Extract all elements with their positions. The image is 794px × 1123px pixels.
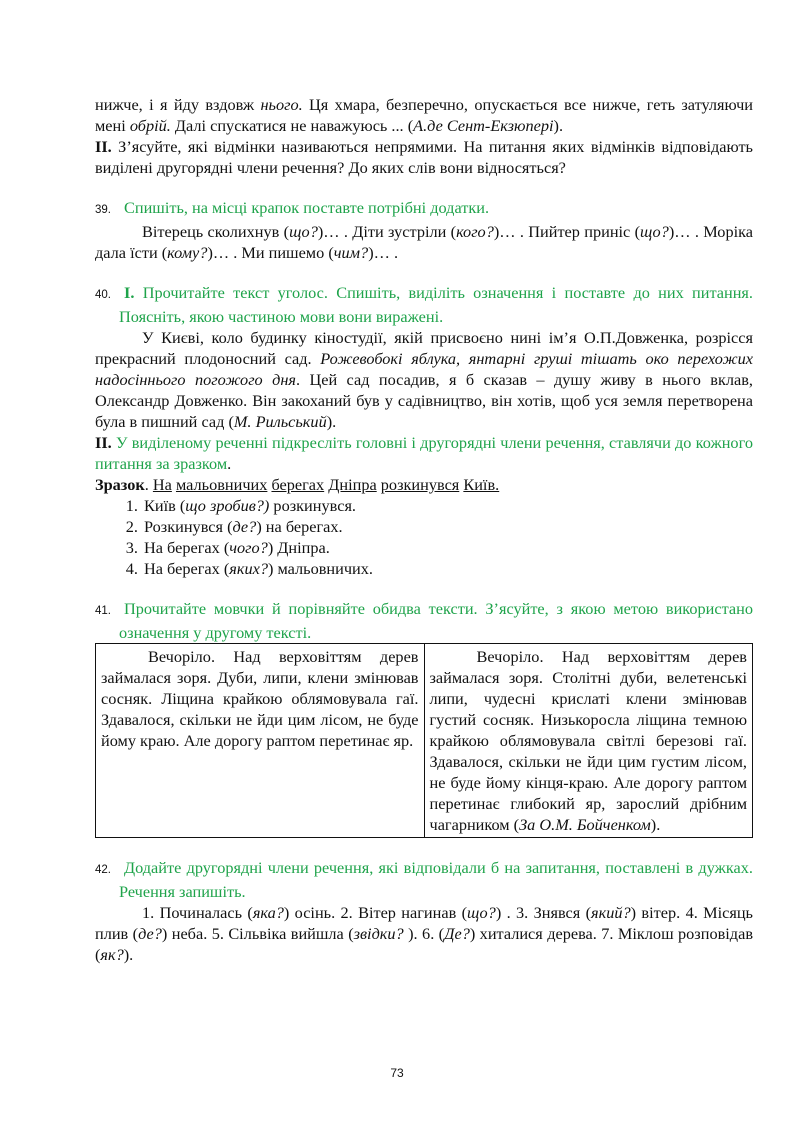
page-number: 73	[390, 1066, 404, 1080]
part-label: ІІ.	[95, 433, 112, 452]
sample-steps	[95, 495, 753, 579]
italic-word: обрій.	[129, 116, 171, 135]
comparison-table	[95, 643, 753, 838]
text: нижче, і я йду вздовж	[95, 95, 261, 114]
instruction: Додайте другорядні члени речення, які відповідали б на запитання, поставлені в дужках. Речення запишіть.	[119, 858, 753, 901]
part-label: ІІ.	[95, 137, 112, 156]
exercise-number: 40.	[95, 289, 111, 301]
text: Далі спускатися не наважуюсь ... (	[170, 116, 414, 135]
text: ).	[553, 116, 564, 135]
text: Ця хмара, безперечно, опускається все нижче, геть затуляючи мені	[95, 95, 753, 135]
sample-label: Зразок	[95, 475, 145, 494]
italic-word: нього.	[260, 95, 303, 114]
instruction: Спишіть, на місці крапок поставте потрібні додатки.	[124, 198, 490, 217]
sample-sentence: Зразок. На мальовничих берегах Дніпра розкинувся Київ.	[95, 475, 500, 494]
exercise-number: 39.	[95, 204, 111, 216]
exercise-42-header	[95, 857, 753, 902]
exercise-number: 41.	[95, 605, 111, 617]
continued-paragraph	[95, 94, 753, 136]
exercise-41-header	[95, 598, 753, 643]
exercise-40-header	[95, 282, 753, 327]
text: З’ясуйте, які відмінки називаються непрямими. На питання яких відмінків відповідають виділені другорядні члени речення? До яких слів вони відносяться?	[95, 137, 753, 177]
list-item: 3. На берегах (чого?) Дніпра.	[142, 537, 753, 558]
instruction: Прочитайте мовчки й порівняйте обидва тексти. З’ясуйте, з якою метою використано означення у другому тексті.	[119, 599, 753, 642]
exercise-42-text: 1. Починалась (яка?) осінь. 2. Вітер нагинав (що?) . 3. Знявся (який?) вітер. 4. Місяць плив (де?) неба. 5. Сільвіка вийшла (звідки? ). 6. (Де?) хиталися дерева. 7. Міклош розповідав (як?).	[95, 903, 754, 964]
part-label: І.	[124, 283, 135, 302]
right-text: Вечоріло. Над верховіттям дерев займалася зоря. Столітні дуби, велетенські липи, чудесні крислаті клени змінював густий сосняк. Низькоросла ліщина темною крайкою облямовувала світлі березові гаї. Здавалося, скільки не йди цим густим лісом, не буде йому кінця-краю. Але дорогу раптом перетинає глибокий яр, зарослий дрібним чагарником (За О.М. Бойченком).	[424, 644, 753, 838]
author: М. Рильський	[233, 412, 327, 431]
exercise-39-header	[95, 197, 753, 221]
author: А.де Сент-Екзюпері	[413, 116, 554, 135]
exercise-40-part-2: ІІ. У виділеному реченні підкресліть головні і другорядні члени речення, ставлячи до кожного питання за зразком.	[95, 433, 753, 473]
highlighted-sentence: Рожевобокі яблука, янтарні груші тішать око перехожих надосіннього погожого дня	[95, 349, 753, 389]
list-item: 4. На берегах (яких?) мальовничих.	[142, 558, 753, 579]
task-part-2	[95, 136, 753, 178]
left-text: Вечоріло. Над верховіттям дерев займалася зоря. Дуби, липи, клени змінював сосняк. Ліщина крайкою облямовувала гаї. Здавалося, скільки не йди цим лісом, не буде йому краю. Але дорогу раптом перетинає яр.	[96, 644, 425, 838]
exercise-39-text: Вітерець сколихнув (що?)… . Діти зустріли (кого?)… . Пийтер приніс (що?)… . Моріка дала їсти (кому?)… . Ми пишемо (чим?)… .	[95, 222, 753, 262]
page-content	[95, 94, 753, 965]
exercise-40-text: У Києві, коло будинку кіностудії, якій присвоєно нині ім’я О.П.Довженка, розрісся прекрасний плодоносний сад. Рожевобокі яблука, янтарні груші тішать око перехожих надосіннього погожого дня. Цей сад посадив, я б сказав – душу живу в нього вклав, Олександр Довженко. Він закоханий був у садівництво, він хотів, щоб уся земля перетворена була в пишний сад (М. Рильський).	[95, 328, 753, 431]
list-item: 2. Розкинувся (де?) на берегах.	[142, 516, 753, 537]
author: За О.М. Бойченком	[519, 815, 651, 834]
instruction: У виділеному реченні підкресліть головні і другорядні члени речення, ставлячи до кожного питання за зразком	[95, 433, 753, 473]
exercise-number: 42.	[95, 864, 111, 876]
instruction: Прочитайте текст уголос. Спишіть, виділіть означення і поставте до них питання. Поясніть, якою частиною мови вони виражені.	[119, 283, 753, 326]
list-item: 1. Київ (що зробив?) розкинувся.	[142, 495, 753, 516]
